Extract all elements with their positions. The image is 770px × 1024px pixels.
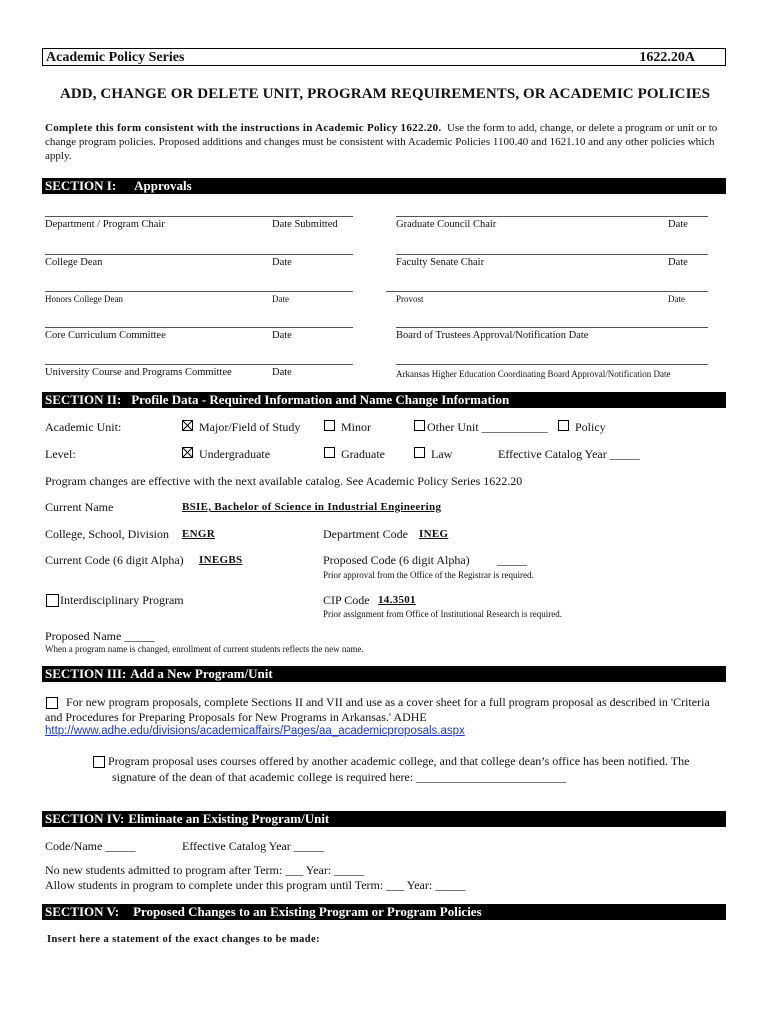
section-2-title: Profile Data - Required Information and Name Change Information [131,392,510,407]
policy-label: Policy [575,420,606,434]
signature-line-ucpc[interactable] [45,364,353,365]
code-name-field[interactable]: Code/Name _____ [45,839,136,853]
intro-bold: Complete this form consistent with the instructions in Academic Policy 1622.20. [45,122,442,134]
section-4-title: Eliminate an Existing Program/Unit [128,811,330,826]
signature-line-faculty-senate[interactable] [396,254,708,255]
minor-label: Minor [341,420,371,434]
section-5-header [42,904,726,920]
graduate-label: Graduate [341,447,385,461]
other-unit-label: Other Unit ___________ [427,420,548,434]
label-faculty-senate: Faculty Senate Chair [396,257,485,268]
intro-rest: Use the form to add, change, or delete a program or unit or to change program policies. Proposed additions and changes must be consistent with Academic Policies 1100.40 and 1621.10 and any other policies which apply. [45,122,718,162]
minor-checkbox[interactable] [324,420,335,431]
label-adhe: Arkansas Higher Education Coordinating Board Approval/Notification Date [396,369,671,379]
graduate-checkbox[interactable] [324,447,335,458]
label-date: Date [668,294,685,304]
section-3-title: Add a New Program/Unit [130,666,273,681]
header-box [42,48,726,66]
section-2-header [42,392,726,408]
effective-catalog-year[interactable]: Effective Catalog Year _____ [498,447,640,461]
other-college-courses-checkbox[interactable] [93,756,105,768]
page-title: ADD, CHANGE OR DELETE UNIT, PROGRAM REQUIREMENTS, OR ACADEMIC POLICIES [59,86,711,102]
allow-students-field[interactable]: Allow students in program to complete under this program until Term: ___ Year: _____ [45,878,466,892]
college-value[interactable]: ENGR [182,528,215,540]
law-label: Law [431,447,453,461]
signature-line-college-dean[interactable] [45,254,353,255]
section-4-header [42,811,726,827]
intro-paragraph [45,121,725,163]
law-checkbox[interactable] [414,447,425,458]
label-honors-dean: Honors College Dean [45,294,123,304]
label-date: Date [668,219,688,230]
label-date: Date [272,330,292,341]
label-date: Date [668,257,688,268]
section-5-title: Proposed Changes to an Existing Program or Program Policies [133,904,482,919]
label-board-trustees: Board of Trustees Approval/Notification Date [396,330,589,341]
other-unit-checkbox[interactable] [414,420,425,431]
section-1-header [42,178,726,194]
current-name-value[interactable]: BSIE, Bachelor of Science in Industrial Engineering [182,501,442,513]
label-grad-council: Graduate Council Chair [396,219,497,230]
label-ucpc: University Course and Programs Committee [45,367,232,378]
label-date: Date [272,257,292,268]
courses-text: Program proposal uses courses offered by another academic college, and that college dean’s office has been notified. The [108,754,690,768]
section-3-header [42,666,726,682]
signature-line-provost[interactable] [386,291,708,292]
adhe-link[interactable]: http://www.adhe.edu/divisions/academicaffairs/Pages/aa_academicproposals.aspx [45,725,465,737]
cip-code-label: CIP Code [323,593,370,607]
proposed-code-value[interactable]: _____ [497,553,527,567]
proposed-name-note: When a program name is changed, enrollment of current students reflects the new name. [45,644,364,654]
undergraduate-checkbox[interactable] [182,447,193,458]
section-4-number: SECTION IV: [45,811,125,826]
label-date: Date [272,367,292,378]
section-1-number: SECTION I: [45,178,117,193]
academic-unit-label: Academic Unit: [45,420,122,434]
label-dept-chair: Department / Program Chair [45,219,165,230]
dept-code-value[interactable]: INEG [419,528,449,540]
interdisciplinary-label: Interdisciplinary Program [60,593,184,607]
signature-line-adhe[interactable] [396,364,708,365]
signature-line-core-curriculum[interactable] [45,327,353,328]
current-code-value[interactable]: INEGBS [199,554,243,566]
section-2-number: SECTION II: [45,392,122,407]
section-1-title: Approvals [134,178,192,193]
proposed-code-note: Prior approval from the Office of the Registrar is required. [323,570,534,580]
insert-changes-label: Insert here a statement of the exact changes to be made: [47,934,320,945]
new-program-text: For new program proposals, complete Sections II and VII and use as a cover sheet for a full program proposal as described in 'Criteria and Procedures for Preparing Proposals for New Programs in Arkansas.' ADHE [45,695,710,724]
college-label: College, School, Division [45,527,169,541]
effective-note: Program changes are effective with the next available catalog. See Academic Policy Series 1622.20 [45,474,523,488]
major-label: Major/Field of Study [199,420,301,434]
signature-line-dept-chair[interactable] [45,216,353,217]
cip-code-value[interactable]: 14.3501 [378,594,416,606]
label-college-dean: College Dean [45,257,103,268]
interdisciplinary-checkbox[interactable] [46,594,59,607]
section-5-number: SECTION V: [45,904,120,919]
label-date-submitted: Date Submitted [272,219,338,230]
label-date: Date [272,294,289,304]
signature-line-grad-council[interactable] [396,216,708,217]
policy-checkbox[interactable] [558,420,569,431]
level-label: Level: [45,447,76,461]
proposed-name-field[interactable]: Proposed Name _____ [45,629,155,643]
major-checkbox[interactable] [182,420,193,431]
current-name-label: Current Name [45,500,114,514]
policy-number: 1622.20A [639,50,695,65]
label-core-curriculum: Core Curriculum Committee [45,330,166,341]
proposed-code-label: Proposed Code (6 digit Alpha) [323,553,470,567]
cip-code-note: Prior assignment from Office of Institutional Research is required. [323,609,563,619]
undergraduate-label: Undergraduate [199,447,271,461]
section-3-number: SECTION III: [45,666,127,681]
current-code-label: Current Code (6 digit Alpha) [45,553,184,567]
eliminate-effective-catalog[interactable]: Effective Catalog Year _____ [182,839,324,853]
no-new-students-field[interactable]: No new students admitted to program after Term: ___ Year: _____ [45,863,365,877]
signature-line-honors-dean[interactable] [45,291,353,292]
dept-code-label: Department Code [323,527,408,541]
dean-signature-field[interactable]: signature of the dean of that academic college is required here: _________________________ [112,770,567,784]
policy-series-label: Academic Policy Series [46,50,185,65]
signature-line-board-trustees[interactable] [396,327,708,328]
label-provost: Provost [396,294,424,304]
